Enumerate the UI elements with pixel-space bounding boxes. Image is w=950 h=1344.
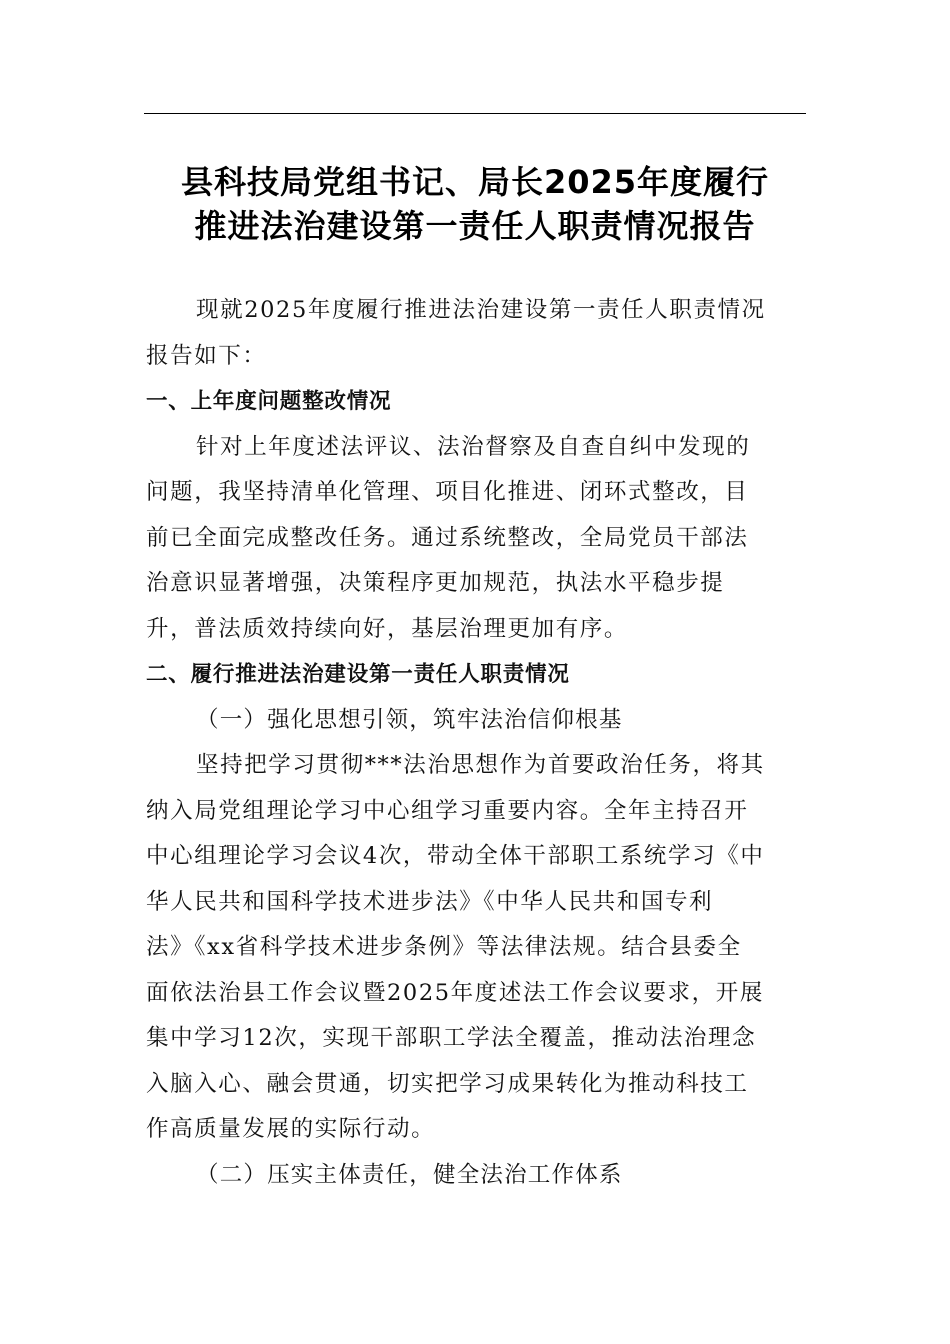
title-line: 推进法治建设第一责任人职责情况报告 <box>194 207 756 245</box>
paragraph-line: 面依法治县工作会议暨2025年度述法工作会议要求，开展 <box>146 979 764 1006</box>
document-title <box>120 160 830 248</box>
section-heading-2 <box>146 652 806 698</box>
subsection-1-paragraph <box>146 743 806 1153</box>
paragraph-line: 华人民共和国科学技术进步法》《中华人民共和国专利 <box>146 888 714 915</box>
paragraph-line: 治意识显著增强，决策程序更加规范，执法水平稳步提 <box>146 570 725 596</box>
paragraph-line: 入脑入心、融会贯通，切实把学习成果转化为推动科技工 <box>146 1070 749 1097</box>
intro-paragraph <box>146 288 806 379</box>
paragraph-line: 法》《xx省科学技术进步条例》等法律法规。结合县委全 <box>146 934 742 960</box>
section-1-paragraph <box>146 425 806 653</box>
paragraph-line: 升，普法质效持续向好，基层治理更加有序。 <box>146 615 629 642</box>
paragraph-line: 报告如下： <box>146 342 267 369</box>
paragraph-line: 针对上年度述法评议、法治督察及自查自纠中发现的 <box>196 433 751 460</box>
header-rule <box>144 113 806 114</box>
section-heading-1 <box>146 379 806 425</box>
subsection-heading-1 <box>146 698 806 744</box>
paragraph-line: 问题，我坚持清单化管理、项目化推进、闭环式整改，目 <box>146 479 749 505</box>
section-heading-text: 二、履行推进法治建设第一责任人职责情况 <box>146 662 570 687</box>
section-heading-text: 一、上年度问题整改情况 <box>146 389 392 414</box>
paragraph-line: 纳入局党组理论学习中心组学习重要内容。全年主持召开 <box>146 797 749 824</box>
subsection-heading-2 <box>146 1153 806 1199</box>
document-body <box>146 288 806 1198</box>
paragraph-line: 集中学习12次，实现干部职工学法全覆盖，推动法治理念 <box>146 1025 757 1051</box>
paragraph-line: 现就2025年度履行推进法治建设第一责任人职责情况 <box>196 297 766 323</box>
paragraph-line: 前已全面完成整改任务。通过系统整改，全局党员干部法 <box>146 524 749 551</box>
paragraph-line: 中心组理论学习会议4次，带动全体干部职工系统学习《中 <box>146 843 765 869</box>
paragraph-line: 作高质量发展的实际行动。 <box>146 1116 436 1142</box>
subsection-heading-text: （一）强化思想引领，筑牢法治信仰根基 <box>196 706 623 733</box>
paragraph-line: 坚持把学习贯彻***法治思想作为首要政治任务，将其 <box>196 752 765 778</box>
title-line: 县科技局党组书记、局长2025年度履行 <box>180 163 770 201</box>
subsection-heading-text: （二）压实主体责任，健全法治工作体系 <box>196 1161 623 1188</box>
